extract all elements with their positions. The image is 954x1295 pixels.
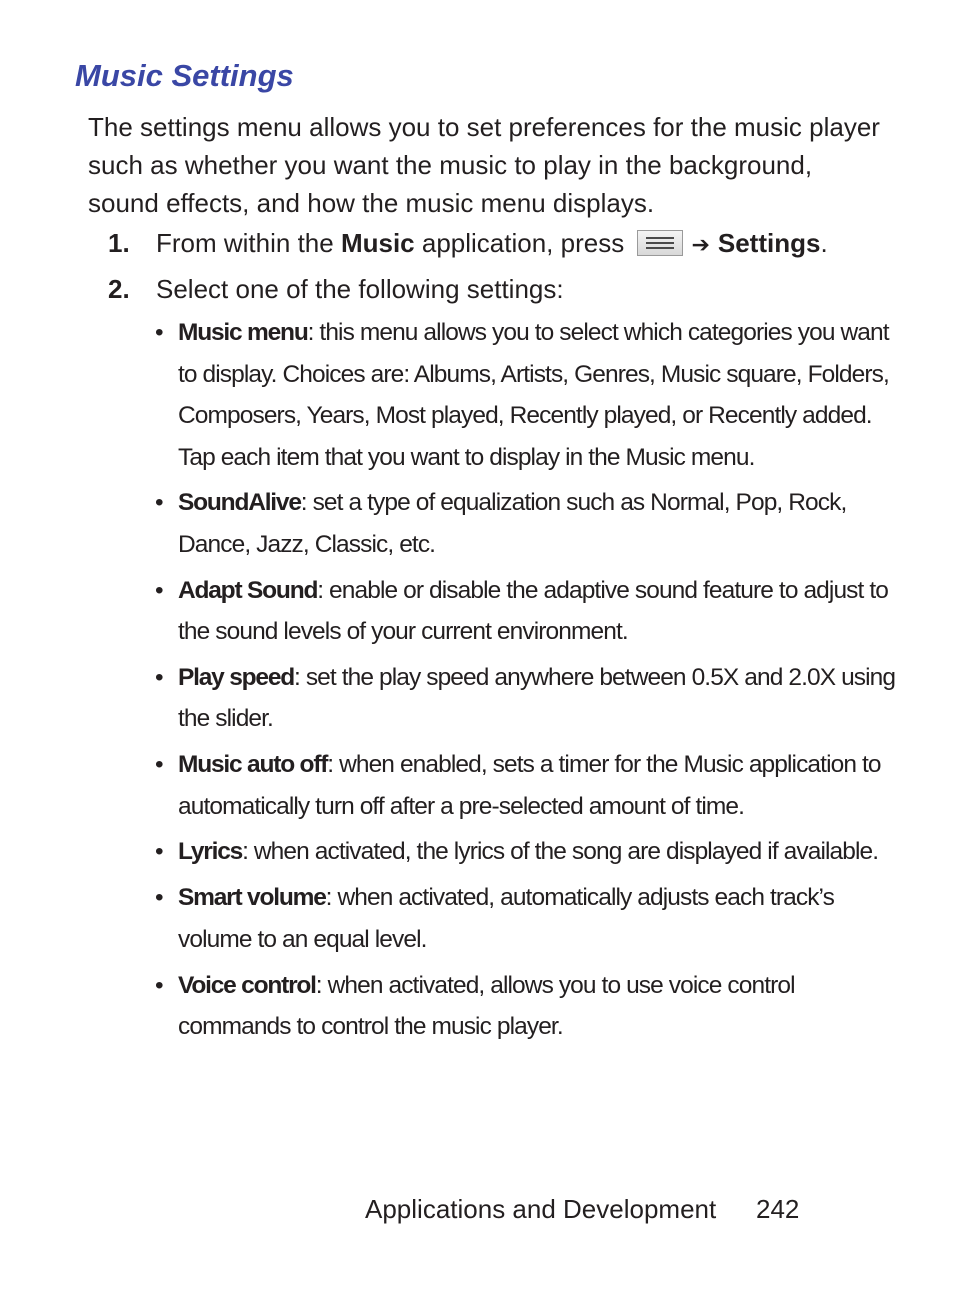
step-text [156,228,828,259]
arrow-icon: ➔ [691,232,710,257]
settings-label: Settings [717,228,821,258]
setting-description: : when activated, automatically adjusts each track’s [325,884,835,912]
step-number: 1. [108,228,130,258]
page-number: 242 [756,1194,800,1224]
setting-description: commands to control the music player. [178,1013,563,1041]
list-item [155,482,855,565]
setting-description: to display. Choices are: Albums, Artists, Genres, Music square, Folders, [178,360,889,388]
bullet-icon: • [155,884,164,912]
bullet-icon: • [155,663,164,691]
list-item [155,744,881,827]
setting-description: volume to an equal level. [178,925,427,953]
setting-description: the slider. [178,705,273,733]
setting-description: : when activated, allows you to use voice control [315,971,795,999]
setting-description: Tap each item that you want to display in the Music menu. [178,443,755,471]
setting-description: : set a type of equalization such as Normal, Pop, Rock, [300,489,847,517]
bullet-icon: • [155,838,164,866]
setting-description: Composers, Years, Most played, Recently played, or Recently added. [178,402,872,429]
setting-description: : set the play speed anywhere between 0.5X and 2.0X using [294,663,896,691]
setting-term: Smart volume [178,884,326,912]
list-item [155,831,879,873]
music-app-name: Music [340,228,415,258]
list-item [155,570,888,653]
step-text-part: From within the [156,228,341,258]
list-item [155,312,889,478]
list-item [155,877,855,960]
setting-term: Voice control [178,971,316,999]
intro-line: sound effects, and how the music menu displays. [88,188,655,218]
setting-description: Dance, Jazz, Classic, etc. [178,530,436,558]
list-item [155,965,855,1048]
setting-term: Adapt Sound [178,576,318,604]
footer-section-title: Applications and Development [365,1194,717,1224]
menu-key-icon [637,230,683,256]
intro-line: The settings menu allows you to set preferences for the music player [88,112,880,142]
bullet-icon: • [155,489,164,517]
setting-description: : this menu allows you to select which categories you want [307,319,889,346]
step-number: 2. [108,274,130,304]
bullet-icon: • [155,751,164,779]
setting-term: Lyrics [178,838,243,866]
setting-term: Music menu [178,319,308,346]
setting-term: SoundAlive [178,489,301,517]
setting-term: Play speed [178,663,295,691]
setting-description: the sound levels of your current environment. [178,618,628,646]
page-title: Music Settings [75,58,294,93]
settings-list [155,312,896,1052]
setting-description: : enable or disable the adaptive sound feature to adjust to [317,576,888,604]
step-text: Select one of the following settings: [156,274,564,304]
setting-term: Music auto off [178,751,328,779]
intro-paragraph [88,108,880,222]
setting-description: : when enabled, sets a timer for the Music application to [327,751,881,779]
list-item [155,657,896,740]
bullet-icon: • [155,971,164,999]
setting-description: automatically turn off after a pre-selected amount of time. [178,792,745,820]
intro-line: such as whether you want the music to play in the background, [88,150,813,180]
step-text-part: application, press [414,228,632,258]
setting-description: : when activated, the lyrics of the song are displayed if available. [242,838,879,866]
step-text-part: . [820,228,828,258]
bullet-icon: • [155,319,164,346]
bullet-icon: • [155,576,164,604]
